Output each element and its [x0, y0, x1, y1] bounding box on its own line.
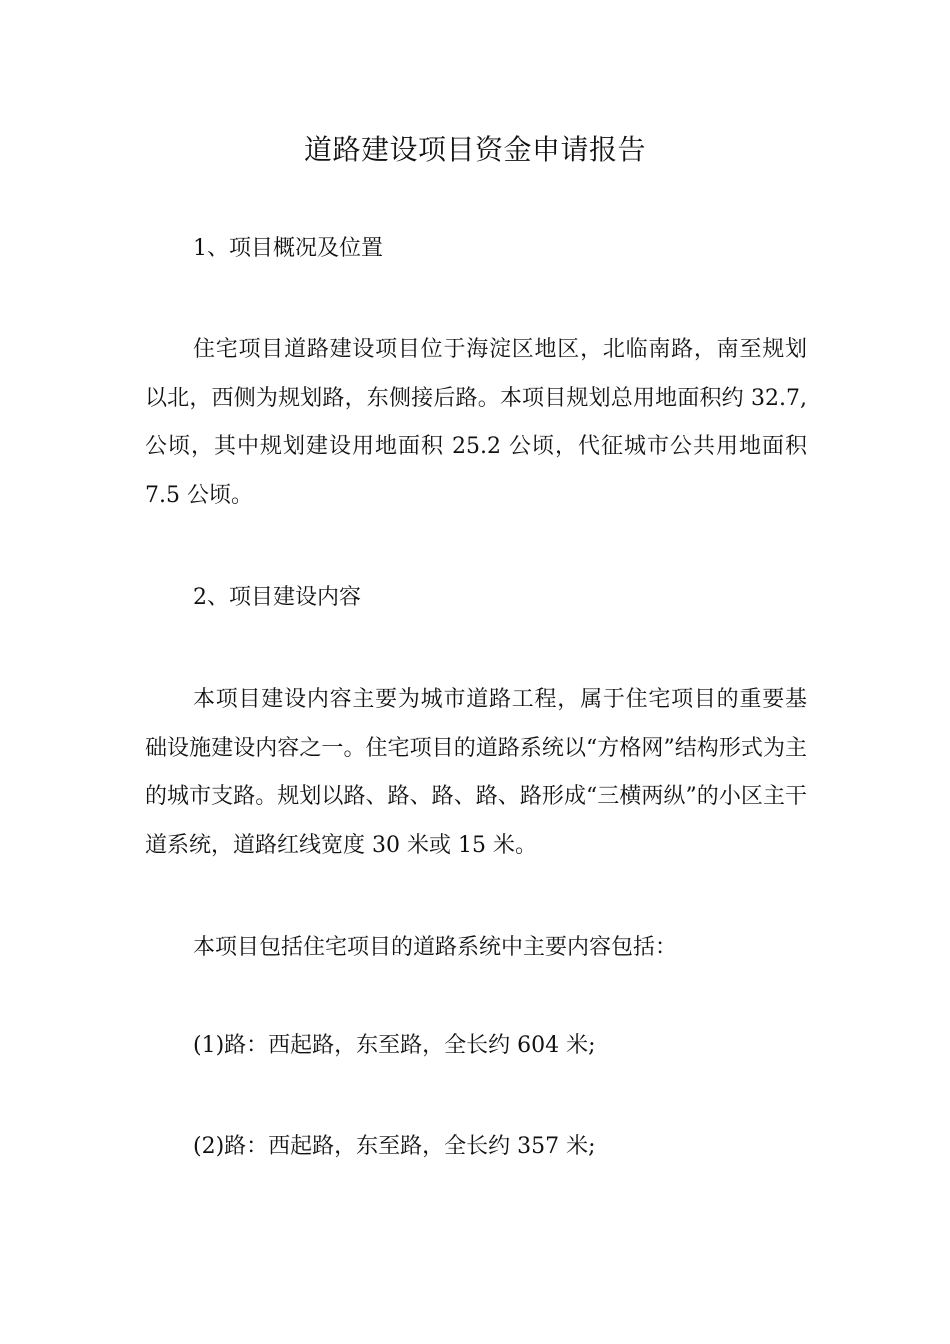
paragraph-construction-content: 本项目建设内容主要为城市道路工程，属于住宅项目的重要基础设施建设内容之一。住宅项目的道路系统以“方格网”结构形式为主的城市支路。规划以路、路、路、路、路形成“三横两纵”的小区主干道系统，道路红线宽度 30 米或 15 米。: [145, 687, 807, 858]
list-item-road-2: (2)路：西起路，东至路，全长约 357 米;: [193, 1134, 596, 1159]
section-heading-content: 2、项目建设内容: [193, 585, 361, 610]
paragraph-project-location: 住宅项目道路建设项目位于海淀区地区，北临南路，南至规划以北，西侧为规划路，东侧接后路。本项目规划总用地面积约 32.7,公顷，其中规划建设用地面积 25.2 公顷，代征城市公共用地面积 7.5 公顷。: [145, 337, 807, 508]
section-heading-overview: 1、项目概况及位置: [193, 236, 383, 261]
list-item-road-1: (1)路：西起路，东至路，全长约 604 米;: [193, 1033, 596, 1058]
paragraph-scope-intro: 本项目包括住宅项目的道路系统中主要内容包括：: [193, 935, 678, 960]
document-title: 道路建设项目资金申请报告: [303, 133, 646, 166]
